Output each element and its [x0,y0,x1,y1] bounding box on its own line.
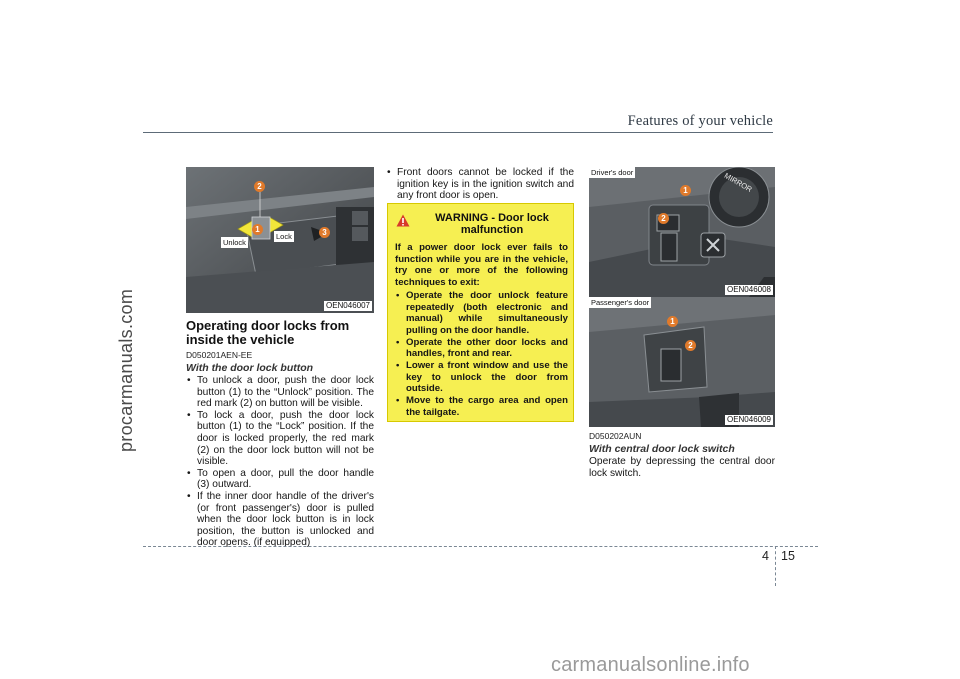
subheading-door-lock-button: With the door lock button [186,362,314,374]
section-heading: Operating door locks from inside the vehicle [186,318,350,347]
watermark-left: procarmanuals.com [116,288,136,452]
figure-code: OEN046007 [325,301,370,310]
warning-title: WARNING - Door lock malfunction [435,212,549,236]
page-section-number: 4 [762,549,769,563]
figure-caption: Driver's door [591,168,634,177]
mirror-switch-text: MIRROR [722,170,754,195]
header-rule [143,132,773,133]
section-code: D050202AUN [589,431,642,441]
list-item: • Move to the cargo area and open the tailgate. [395,395,568,418]
list-item: • Front doors cannot be locked if the ignition key is in the ignition switch and any front door is open. [386,167,574,202]
list-item: • To lock a door, push the door lock button (1) to the “Lock” position. If the door is locked properly, the red mark (2) on the door lock button will not be visible. [186,410,374,468]
footer-divider [775,546,776,586]
list-item: • To unlock a door, push the door lock button (1) to the “Unlock” position. The red mark (2) on button will be visible. [186,375,374,410]
marker-1: 1 [252,224,263,235]
subheading-central-lock: With central door lock switch [589,443,735,455]
figure-code: OEN046009 [726,415,771,424]
warning-triangle-icon [396,214,410,227]
list-item: • To open a door, pull the door handle (3) outward. [186,468,374,491]
running-header-title: Features of your vehicle [627,113,773,129]
central-lock-text: Operate by depressing the central door lock switch. [589,456,775,479]
marker-2: 2 [254,181,265,192]
section-code: D050201AEN-EE [186,350,253,360]
label-unlock: Unlock [223,238,246,247]
warning-intro: If a power door lock ever fails to function while you are in the vehicle, try one or more of the following techniques to exit: [395,242,568,289]
figure-door-lock-button [186,167,374,313]
list-item: • If the inner door handle of the driver's (or front passenger's) door is pulled when the door lock button is in lock position, the button is unlocked and door opens. (if equipped) [186,491,374,549]
figure-code: OEN046008 [726,285,771,294]
watermark-bottom: carmanualsonline.info [551,654,750,676]
marker-1: 1 [667,316,678,327]
front-doors-note [386,167,574,202]
marker-3: 3 [319,227,330,238]
figure-driver-door-switch [589,167,775,297]
label-lock: Lock [276,232,292,241]
marker-1: 1 [680,185,691,196]
marker-2: 2 [658,213,669,224]
list-item: • Lower a front window and use the key to unlock the door from outside. [395,360,568,395]
list-item: • Operate the door unlock feature repeatedly (both electronic and manual) while simultaneously pulling on the door handle. [395,290,568,337]
page-number: 15 [781,549,795,563]
list-item: • Operate the other door locks and handles, front and rear. [395,337,568,360]
marker-2: 2 [685,340,696,351]
figure-caption: Passenger's door [591,298,650,307]
footer-rule [143,546,818,547]
door-lock-instructions [186,375,374,549]
warning-list [395,290,568,419]
warning-body [395,242,568,419]
passenger-switch-illustration [589,297,775,427]
figure-passenger-door-switch [589,297,775,427]
